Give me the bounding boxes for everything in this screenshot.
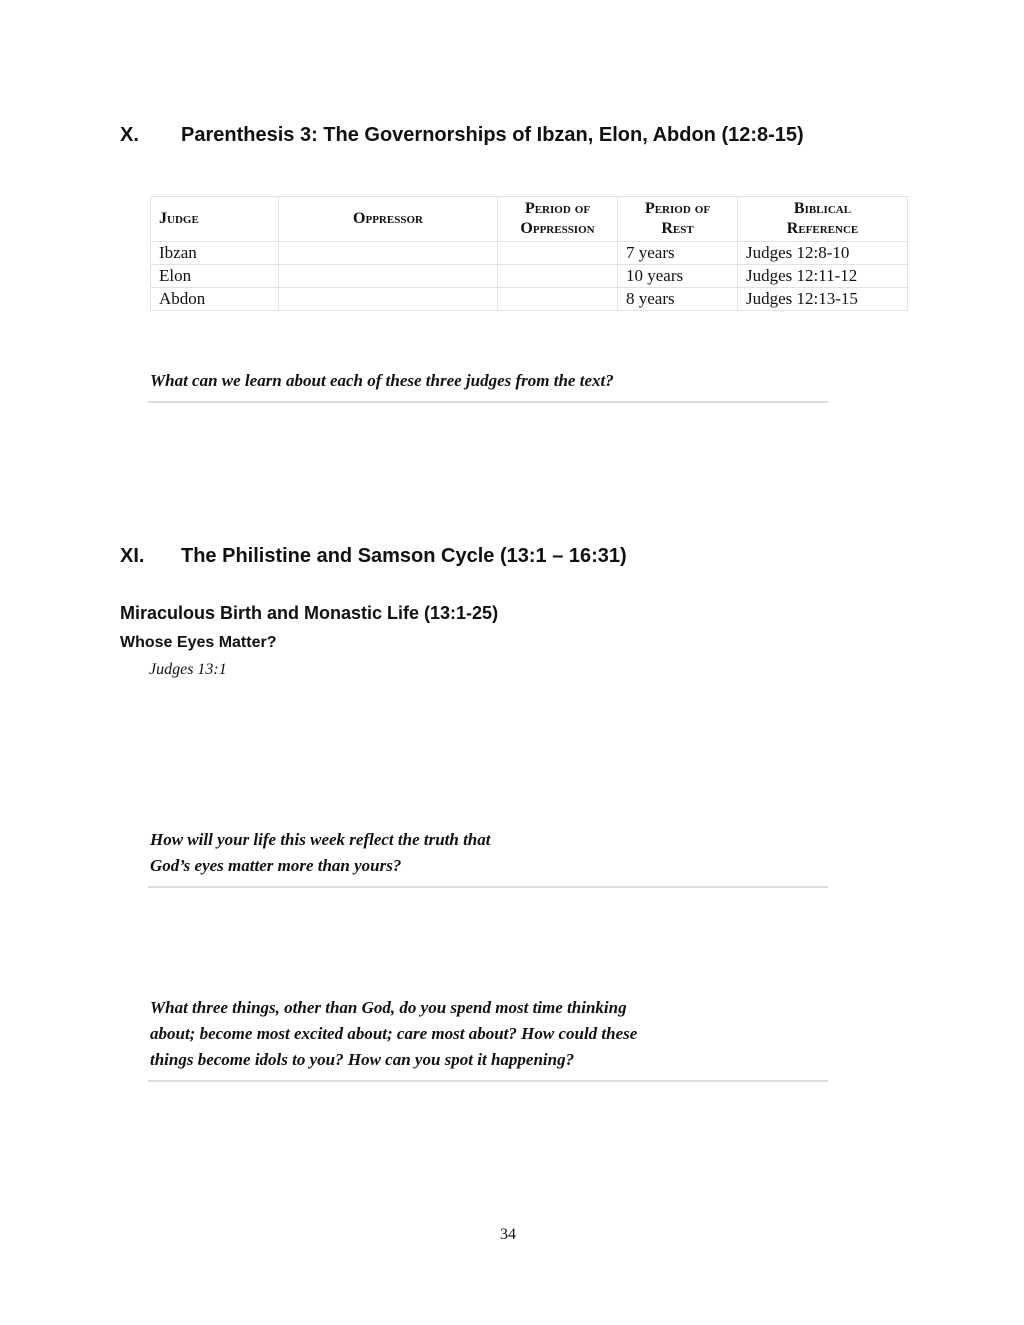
subsection-subtitle: Whose Eyes Matter?: [120, 634, 277, 651]
section-xi-number: XI.: [120, 545, 145, 567]
cell-oppressor: [279, 242, 498, 265]
cell-reference: Judges 12:13-15: [738, 288, 908, 311]
cell-judge: Elon: [151, 265, 279, 288]
page-number: 34: [500, 1226, 516, 1243]
question-idols-line1: What three things, other than God, do you spend most time thinking: [150, 998, 627, 1017]
table-row: [151, 288, 908, 311]
cell-oppression: [498, 288, 618, 311]
table-row: [151, 242, 908, 265]
cell-reference: Judges 12:11-12: [738, 265, 908, 288]
cell-oppressor: [279, 288, 498, 311]
scripture-reference: Judges 13:1: [149, 661, 227, 678]
section-x-title: Parenthesis 3: The Governorships of Ibzan, Elon, Abdon (12:8-15): [181, 124, 804, 146]
question-idols: [150, 995, 850, 1073]
answer-divider-3: [148, 1080, 828, 1082]
question-eyes-line2: God’s eyes matter more than yours?: [150, 856, 402, 875]
header-period-rest: [618, 197, 738, 242]
question-eyes-matter: [150, 827, 850, 879]
cell-oppression: [498, 265, 618, 288]
section-xi-title: The Philistine and Samson Cycle (13:1 – 16:31): [181, 545, 627, 567]
header-period-rest-line1: Period of: [644, 200, 711, 217]
cell-rest: 7 years: [618, 242, 738, 265]
cell-oppressor: [279, 265, 498, 288]
cell-judge: Abdon: [151, 288, 279, 311]
answer-divider-1: [148, 401, 828, 403]
cell-reference: Judges 12:8-10: [738, 242, 908, 265]
question-eyes-line1: How will your life this week reflect the truth that: [150, 830, 491, 849]
table-row: [151, 265, 908, 288]
section-x-number: X.: [120, 124, 139, 146]
cell-rest: 8 years: [618, 288, 738, 311]
header-reference-line2: Reference: [786, 220, 859, 237]
question-judges: What can we learn about each of these three judges from the text?: [150, 371, 614, 390]
answer-divider-2: [148, 886, 828, 888]
header-reference: [738, 197, 908, 242]
header-period-oppression: [498, 197, 618, 242]
question-idols-line3: things become idols to you? How can you spot it happening?: [150, 1050, 575, 1069]
cell-judge: Ibzan: [151, 242, 279, 265]
table-header-row: [151, 197, 908, 242]
judges-table: [150, 196, 908, 311]
header-judge: Judge: [151, 197, 279, 242]
header-oppressor: Oppressor: [279, 197, 498, 242]
header-reference-line1: Biblical: [793, 200, 852, 217]
section-x-heading: [0, 124, 1024, 152]
header-period-oppression-line1: Period of: [524, 200, 591, 217]
question-idols-line2: about; become most excited about; care most about? How could these: [150, 1024, 638, 1043]
cell-rest: 10 years: [618, 265, 738, 288]
section-xi-heading: [0, 545, 1024, 573]
cell-oppression: [498, 242, 618, 265]
header-period-rest-line2: Rest: [661, 220, 694, 237]
subsection-title: Miraculous Birth and Monastic Life (13:1-25): [120, 603, 499, 623]
header-period-oppression-line2: Oppression: [520, 220, 595, 237]
